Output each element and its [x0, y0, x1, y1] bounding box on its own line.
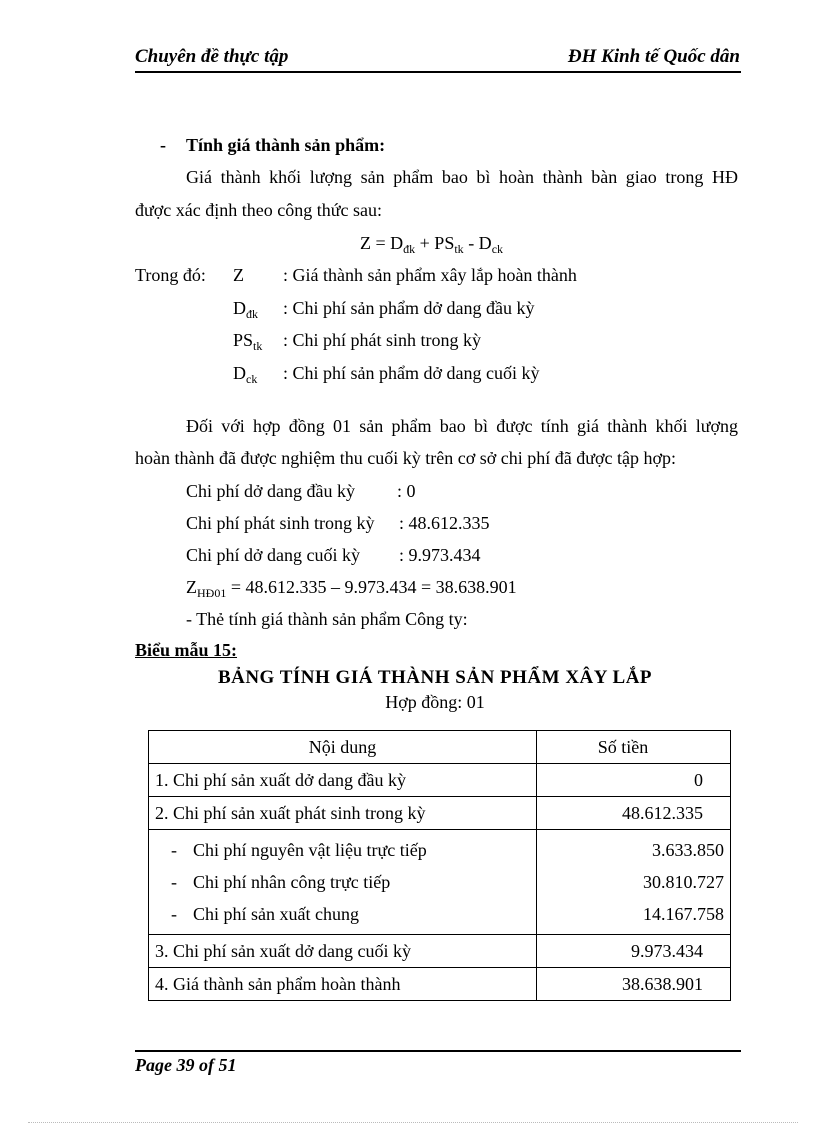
- row-value: 48.612.335: [537, 797, 731, 830]
- row-label: 1. Chi phí sản xuất dở dang đầu kỳ: [149, 764, 537, 797]
- row-value: 0: [537, 764, 731, 797]
- def-desc-dck: : Chi phí sản phẩm dở dang cuối kỳ: [283, 363, 540, 383]
- cost-table: [148, 730, 731, 1001]
- row-label: 3. Chi phí sản xuất dở dang cuối kỳ: [149, 935, 537, 968]
- subrow-material: - Chi phí nguyên vật liệu trực tiếp: [171, 839, 427, 860]
- header-university: ĐH Kinh tế Quốc dân: [567, 46, 740, 67]
- def-symbol-ddk: $D_{đk}$: [233, 298, 258, 321]
- page-number: Page 39 of 51: [135, 1055, 237, 1075]
- header-divider: [135, 71, 741, 73]
- table-subrows: [149, 830, 731, 935]
- definitions-label: Trong đó:: [135, 265, 206, 285]
- row-value: 38.638.901: [537, 968, 731, 1001]
- def-desc-z: : Giá thành sản phẩm xây lắp hoàn thành: [283, 265, 577, 285]
- incurred-cost-label: Chi phí phát sinh trong kỳ: [186, 513, 375, 533]
- paragraph-2-line-1: Đối với hợp đồng 01 sản phẩm bao bì được tính giá thành khối lượng: [186, 416, 738, 436]
- subrow-overhead-value: 14.167.758: [643, 904, 724, 924]
- intro-line-2: được xác định theo công thức sau:: [135, 200, 382, 220]
- header-amount: Số tiền: [537, 731, 731, 764]
- row-value: 9.973.434: [537, 935, 731, 968]
- table-row: [149, 935, 731, 968]
- table-subtitle: Hợp đồng: 01: [385, 692, 485, 712]
- row-label: 2. Chi phí sản xuất phát sinh trong kỳ: [149, 797, 537, 830]
- header-content: Nội dung: [149, 731, 537, 764]
- opening-cost-value: : 0: [397, 481, 416, 501]
- incurred-cost-value: : 48.612.335: [399, 513, 490, 533]
- table-row: [149, 968, 731, 1001]
- closing-cost-value: : 9.973.434: [399, 545, 481, 565]
- subrow-labor-value: 30.810.727: [643, 872, 724, 892]
- header-title: Chuyên đề thực tập: [135, 46, 289, 67]
- def-symbol-z: Z: [233, 265, 244, 285]
- table-title: BẢNG TÍNH GIÁ THÀNH SẢN PHẨM XÂY LẮP: [217, 667, 653, 688]
- closing-cost-label: Chi phí dở dang cuối kỳ: [186, 545, 361, 565]
- table-row: [149, 797, 731, 830]
- subrow-overhead: - Chi phí sản xuất chung: [171, 903, 359, 924]
- footer-divider: [135, 1050, 741, 1052]
- form-label: Biểu mẫu 15:: [135, 640, 238, 660]
- section-bullet: -: [160, 135, 166, 155]
- paragraph-2-line-2: hoàn thành đã được nghiệm thu cuối kỳ trên cơ sở chi phí đã được tập hợp:: [135, 448, 676, 468]
- opening-cost-label: Chi phí dở dang đầu kỳ: [186, 481, 356, 501]
- subrow-material-value: 3.633.850: [652, 840, 724, 860]
- def-symbol-dck: $D_{ck}$: [233, 363, 258, 386]
- row-label: 4. Giá thành sản phẩm hoàn thành: [149, 968, 537, 1001]
- card-note: - Thẻ tính giá thành sản phẩm Công ty:: [186, 609, 468, 629]
- def-desc-ddk: : Chi phí sản phẩm dở dang đầu kỳ: [283, 298, 535, 318]
- result-formula: $Z_{HĐ01} = 48.612.335 - 9.973.434 = 38.638.901$: [186, 577, 517, 600]
- intro-line-1: Giá thành khối lượng sản phẩm bao bì hoàn thành bàn giao trong HĐ: [186, 167, 738, 187]
- section-heading: Tính giá thành sản phẩm:: [186, 135, 386, 155]
- table-row: [149, 764, 731, 797]
- formula: $Z = D_{đk} + PS_{tk} - D_{ck}$: [360, 233, 504, 256]
- subrow-labor: - Chi phí nhân công trực tiếp: [171, 871, 391, 892]
- def-symbol-pstk: $PS_{tk}$: [233, 330, 263, 353]
- subrows-labels: [149, 830, 537, 935]
- subrows-values: [537, 830, 731, 935]
- table-header-row: [149, 731, 731, 764]
- def-desc-pstk: : Chi phí phát sinh trong kỳ: [283, 330, 481, 350]
